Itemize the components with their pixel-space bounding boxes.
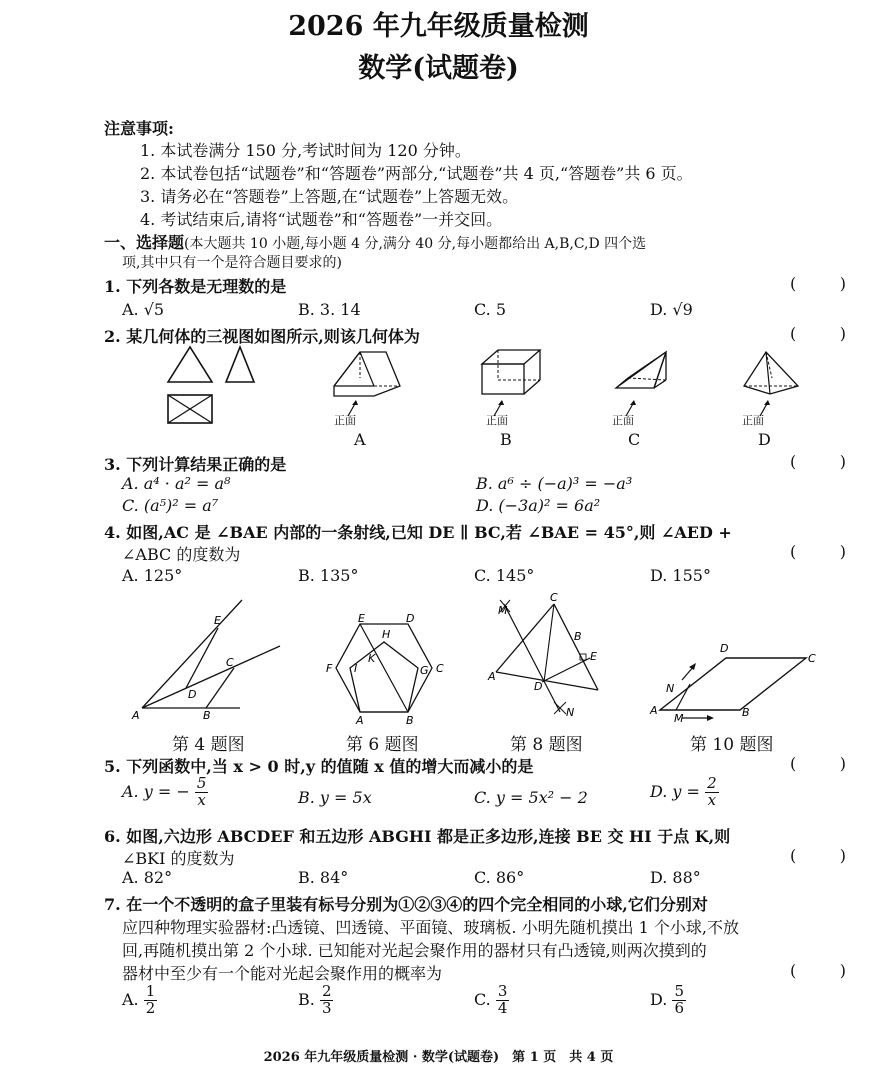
fig8-label-e: E (590, 650, 597, 663)
fig6-label-k: K (368, 652, 376, 665)
notice-item: 4. 考试结束后,请将“试题卷”和“答题卷”一并交回。 (140, 210, 503, 229)
front-label: 正面 (612, 414, 634, 427)
figure-10 (648, 640, 823, 730)
front-label: 正面 (742, 414, 764, 427)
fig8-label-a: A (488, 670, 496, 683)
fig6-label-d: D (406, 612, 415, 625)
front-view-triangle (168, 347, 212, 382)
q4-stem-line1: 4. 如图,AC 是 ∠BAE 内部的一条射线,已知 DE ∥ BC,若 ∠BAE = 45°,则 ∠AED + (104, 523, 732, 542)
fig8-caption: 第 8 题图 (510, 735, 583, 755)
paren-close: ) (839, 452, 846, 471)
side-view-triangle (226, 347, 254, 382)
fig6-caption: 第 6 题图 (346, 735, 419, 755)
q1-answer-paren[interactable] (790, 274, 846, 293)
section-title: 一、选择题 (104, 233, 185, 252)
q7-b-fraction (320, 984, 334, 1017)
q3-option-d[interactable]: D. (−3a)² = 6a² (476, 496, 601, 515)
q6-option-a[interactable]: A. 82° (122, 868, 173, 887)
fig10-label-b: B (742, 706, 750, 719)
numerator: 3 (497, 982, 508, 1000)
paren-open: ( (790, 324, 797, 343)
q7-a-prefix: A. (122, 989, 139, 1009)
fig8-label-m: M (498, 604, 508, 617)
fig10-label-n: N (666, 682, 675, 695)
denominator: x (197, 790, 206, 809)
section-desc-2: 项,其中只有一个是符合题目要求的) (122, 255, 342, 271)
figure-8 (484, 591, 614, 724)
front-label: 正面 (486, 414, 508, 427)
fig4-label-e: E (214, 614, 221, 627)
q7-b-prefix: B. (298, 989, 315, 1009)
q5-answer-paren[interactable] (790, 754, 846, 773)
section-heading (104, 230, 646, 253)
q5-option-d[interactable] (650, 776, 719, 809)
paren-close: ) (839, 274, 846, 293)
q5-d-prefix: D. y = (650, 781, 700, 801)
q7-stem-line2: 应四种物理实验器材:凸透镜、凹透镜、平面镜、玻璃板. 小明先随机摸出 1 个小球,不放 (122, 918, 740, 937)
q7-option-d[interactable] (650, 984, 686, 1017)
notice-heading: 注意事项: (104, 119, 174, 138)
q4-option-a[interactable]: A. 125° (122, 566, 183, 585)
fig6-label-h: H (382, 628, 391, 641)
q5-a-fraction (195, 776, 209, 809)
solid-a-label[interactable]: A (354, 430, 366, 449)
fig8-label-n: N (566, 706, 575, 719)
paren-close: ) (839, 754, 846, 773)
q6-option-b[interactable]: B. 84° (298, 868, 349, 887)
paren-open: ( (790, 846, 797, 865)
q4-option-c[interactable]: C. 145° (474, 566, 535, 585)
fig8-label-b: B (574, 630, 582, 643)
q5-stem: 5. 下列函数中,当 x > 0 时,y 的值随 x 值的增大而减小的是 (104, 757, 534, 776)
fig8-label-c: C (550, 591, 558, 604)
paren-close: ) (839, 961, 846, 980)
q7-answer-paren[interactable] (790, 961, 846, 980)
q7-stem-line3: 回,再随机摸出第 2 个小球. 已知能对光起会聚作用的器材只有凸透镜,则两次摸到的 (122, 941, 707, 960)
q7-c-prefix: C. (474, 989, 491, 1009)
q7-stem-line4: 器材中至少有一个能对光起会聚作用的概率为 (122, 964, 443, 983)
q6-stem-line2: ∠BKI 的度数为 (122, 849, 235, 868)
q3-option-b[interactable]: B. a⁶ ÷ (−a)³ = −a³ (476, 474, 633, 493)
q5-d-fraction (705, 776, 719, 809)
q7-a-fraction (144, 984, 158, 1017)
q7-d-fraction (672, 984, 686, 1017)
q1-option-d[interactable]: D. √9 (650, 300, 693, 319)
fig4-caption: 第 4 题图 (172, 735, 245, 755)
q6-option-c[interactable]: C. 86° (474, 868, 525, 887)
denominator: 2 (145, 998, 156, 1017)
fig8-label-d: D (534, 680, 543, 693)
section-desc: (本大题共 10 小题,每小题 4 分,满分 40 分,每小题都给出 A,B,C,D 四个选 (184, 236, 647, 252)
paren-close: ) (839, 846, 846, 865)
fig4-label-c: C (226, 656, 234, 669)
q3-answer-paren[interactable] (790, 452, 846, 471)
paren-open: ( (790, 961, 797, 980)
q1-option-a[interactable]: A. √5 (122, 300, 165, 319)
q7-c-fraction (496, 984, 510, 1017)
q7-option-c[interactable] (474, 984, 509, 1017)
fig6-label-a: A (356, 714, 364, 727)
fig10-label-d: D (720, 642, 729, 655)
q3-stem: 3. 下列计算结果正确的是 (104, 455, 287, 474)
q6-stem-line1: 6. 如图,六边形 ABCDEF 和五边形 ABGHI 都是正多边形,连接 BE 交 HI 于点 K,则 (104, 827, 731, 846)
front-label: 正面 (334, 414, 356, 427)
numerator: 2 (707, 774, 717, 792)
figure-4 (130, 600, 300, 730)
notice-item: 3. 请务必在“答题卷”上答题,在“试题卷”上答题无效。 (140, 187, 519, 206)
notice-item: 1. 本试卷满分 150 分,考试时间为 120 分钟。 (140, 141, 471, 160)
q1-option-b[interactable]: B. 3. 14 (298, 300, 361, 319)
paren-open: ( (790, 542, 797, 561)
q5-option-b[interactable]: B. y = 5x (298, 788, 372, 807)
fig6-label-e: E (358, 612, 365, 625)
q5-option-c[interactable]: C. y = 5x² − 2 (474, 788, 588, 807)
numerator: 5 (674, 982, 684, 1000)
fig6-label-f: F (326, 662, 333, 675)
q3-option-a[interactable]: A. a⁴ · a² = a⁸ (122, 474, 231, 493)
q5-option-a[interactable] (122, 776, 208, 809)
figure-6 (326, 612, 446, 727)
fig6-label-i: I (354, 662, 358, 675)
q1-stem: 1. 下列各数是无理数的是 (104, 277, 287, 296)
q4-option-d[interactable]: D. 155° (650, 566, 711, 585)
numerator: 5 (196, 774, 207, 792)
solid-c-label[interactable]: C (628, 430, 641, 449)
fig10-label-c: C (808, 652, 816, 665)
fig4-label-a: A (132, 709, 140, 722)
paren-close: ) (839, 542, 846, 561)
fig10-caption: 第 10 题图 (690, 735, 774, 755)
q4-option-b[interactable]: B. 135° (298, 566, 359, 585)
fig10-label-m: M (674, 712, 684, 725)
denominator: 4 (497, 998, 508, 1017)
fig10-label-a: A (650, 704, 658, 717)
numerator: 1 (145, 982, 156, 1000)
paren-open: ( (790, 452, 797, 471)
q6-answer-paren[interactable] (790, 846, 846, 865)
fig6-label-b: B (406, 714, 414, 727)
q7-option-b[interactable] (298, 984, 333, 1017)
q5-a-prefix: A. y = − (122, 781, 190, 801)
denominator: 6 (674, 998, 684, 1017)
q2-answer-paren[interactable] (790, 324, 846, 343)
numerator: 2 (321, 982, 332, 1000)
fig4-label-d: D (188, 688, 197, 701)
exam-subtitle: 数学(试题卷) (358, 53, 519, 84)
q4-answer-paren[interactable] (790, 542, 846, 561)
exam-title: 2026 年九年级质量检测 (288, 11, 589, 42)
fig4-label-b: B (203, 709, 211, 722)
q7-option-a[interactable] (122, 984, 157, 1017)
q2-stem: 2. 某几何体的三视图如图所示,则该几何体为 (104, 327, 420, 346)
paren-open: ( (790, 274, 797, 293)
fig6-label-g: G (420, 664, 429, 677)
fig6-label-c: C (436, 662, 444, 675)
denominator: 3 (321, 998, 332, 1017)
q1-option-c[interactable]: C. 5 (474, 300, 507, 319)
q7-d-prefix: D. (650, 989, 668, 1009)
denominator: x (707, 790, 717, 809)
notice-item: 2. 本试卷包括“试题卷”和“答题卷”两部分,“试题卷”共 4 页,“答题卷”共 6 页。 (140, 164, 693, 183)
three-views-figure (160, 345, 260, 430)
paren-close: ) (839, 324, 846, 343)
q7-stem-line1: 7. 在一个不透明的盒子里装有标号分别为①②③④的四个完全相同的小球,它们分别对 (104, 895, 708, 914)
paren-open: ( (790, 754, 797, 773)
q6-option-d[interactable]: D. 88° (650, 868, 701, 887)
solid-d-label[interactable]: D (758, 430, 771, 449)
q3-option-c[interactable]: C. (a⁵)² = a⁷ (122, 496, 219, 515)
q4-stem-line2: ∠ABC 的度数为 (122, 545, 241, 564)
solid-b-label[interactable]: B (500, 430, 512, 449)
page-footer: 2026 年九年级质量检测 · 数学(试题卷) 第 1 页 共 4 页 (263, 1050, 614, 1065)
